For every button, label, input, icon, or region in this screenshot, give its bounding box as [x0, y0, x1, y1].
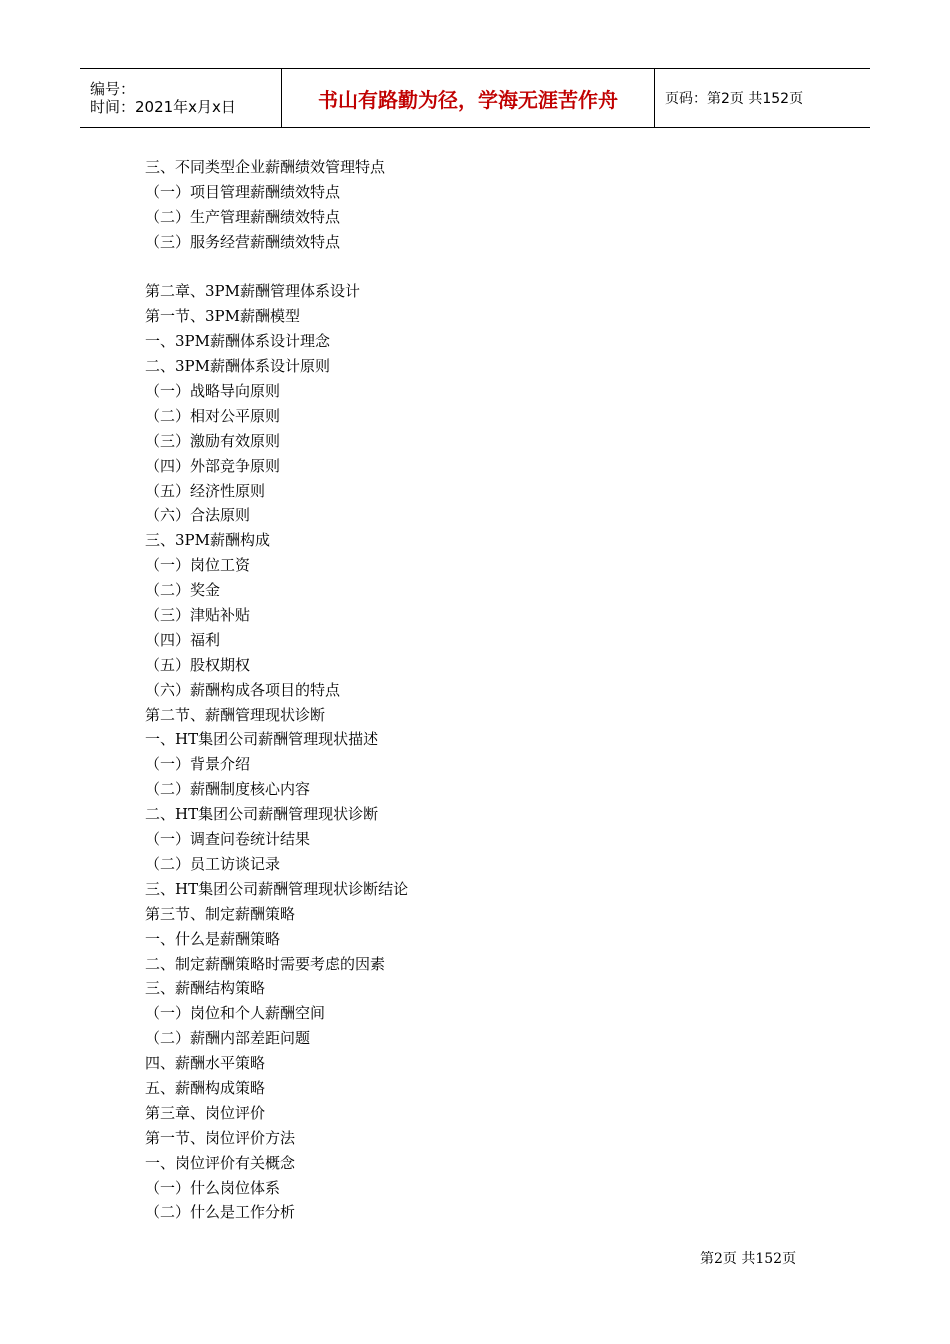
toc-item: （二）相对公平原则	[145, 406, 281, 425]
toc-item: 五、薪酬构成策略	[145, 1078, 266, 1097]
toc-item: 第二章、3PM薪酬管理体系设计	[145, 282, 360, 301]
toc-item: 四、薪酬水平策略	[145, 1054, 266, 1073]
toc-item: （一）项目管理薪酬绩效特点	[145, 182, 341, 201]
toc-item: 二、制定薪酬策略时需要考虑的因素	[145, 954, 386, 973]
toc-item: （一）什么岗位体系	[145, 1178, 281, 1197]
header-motto: 书山有路勤为径，学海无涯苦作舟	[282, 69, 655, 127]
toc-item: （二）员工访谈记录	[145, 854, 281, 873]
toc-item: 二、3PM薪酬体系设计原则	[145, 357, 330, 376]
header-meta	[80, 69, 282, 127]
toc-item: （二）生产管理薪酬绩效特点	[145, 207, 341, 226]
toc-item: （三）津贴补贴	[145, 606, 251, 625]
toc-item: 第三章、岗位评价	[145, 1103, 266, 1122]
toc-item: （二）奖金	[145, 581, 221, 600]
toc-item: （一）背景介绍	[145, 755, 251, 774]
serial-label: 编号：	[90, 80, 136, 98]
toc-item: 三、薪酬结构策略	[145, 979, 266, 998]
toc-item: （一）战略导向原则	[145, 382, 281, 401]
toc-item: 一、岗位评价有关概念	[145, 1153, 296, 1172]
toc-item: （二）薪酬内部差距问题	[145, 1029, 311, 1048]
toc-item: 三、不同类型企业薪酬绩效管理特点	[145, 158, 386, 176]
date-label: 时间：2021年x月x日	[90, 98, 236, 116]
page-header	[80, 68, 870, 128]
toc-item: （三）服务经营薪酬绩效特点	[145, 232, 341, 251]
toc-item: 第一节、3PM薪酬模型	[145, 307, 300, 326]
toc-item: （三）激励有效原则	[145, 431, 281, 450]
toc-item: 第二节、薪酬管理现状诊断	[145, 705, 326, 724]
toc-item: 第三节、制定薪酬策略	[145, 904, 296, 923]
toc-item: （四）外部竞争原则	[145, 456, 281, 475]
toc-item: （二）薪酬制度核心内容	[145, 780, 311, 799]
toc-item: （六）薪酬构成各项目的特点	[145, 680, 341, 699]
toc-item: 一、HT集团公司薪酬管理现状描述	[145, 730, 379, 749]
toc-item: 二、HT集团公司薪酬管理现状诊断	[145, 805, 379, 824]
toc-item: （一）岗位和个人薪酬空间	[145, 1004, 326, 1023]
toc-item: 一、什么是薪酬策略	[145, 929, 281, 948]
header-page-number: 页码：第2页 共152页	[665, 91, 804, 107]
toc-item: 三、HT集团公司薪酬管理现状诊断结论	[145, 879, 409, 898]
toc-item: （五）股权期权	[145, 655, 251, 674]
table-of-contents	[145, 155, 408, 1225]
toc-spacer	[145, 255, 408, 280]
page-footer: 第2页 共152页	[700, 1251, 797, 1267]
toc-item: （五）经济性原则	[145, 481, 266, 500]
toc-item: （四）福利	[145, 630, 221, 649]
toc-item: 三、3PM薪酬构成	[145, 531, 270, 550]
toc-item: （二）什么是工作分析	[145, 1203, 296, 1222]
toc-item: （一）调查问卷统计结果	[145, 830, 311, 849]
toc-item: （一）岗位工资	[145, 556, 251, 575]
toc-item: 第一节、岗位评价方法	[145, 1128, 296, 1147]
toc-item: 一、3PM薪酬体系设计理念	[145, 332, 330, 351]
toc-item: （六）合法原则	[145, 506, 251, 525]
